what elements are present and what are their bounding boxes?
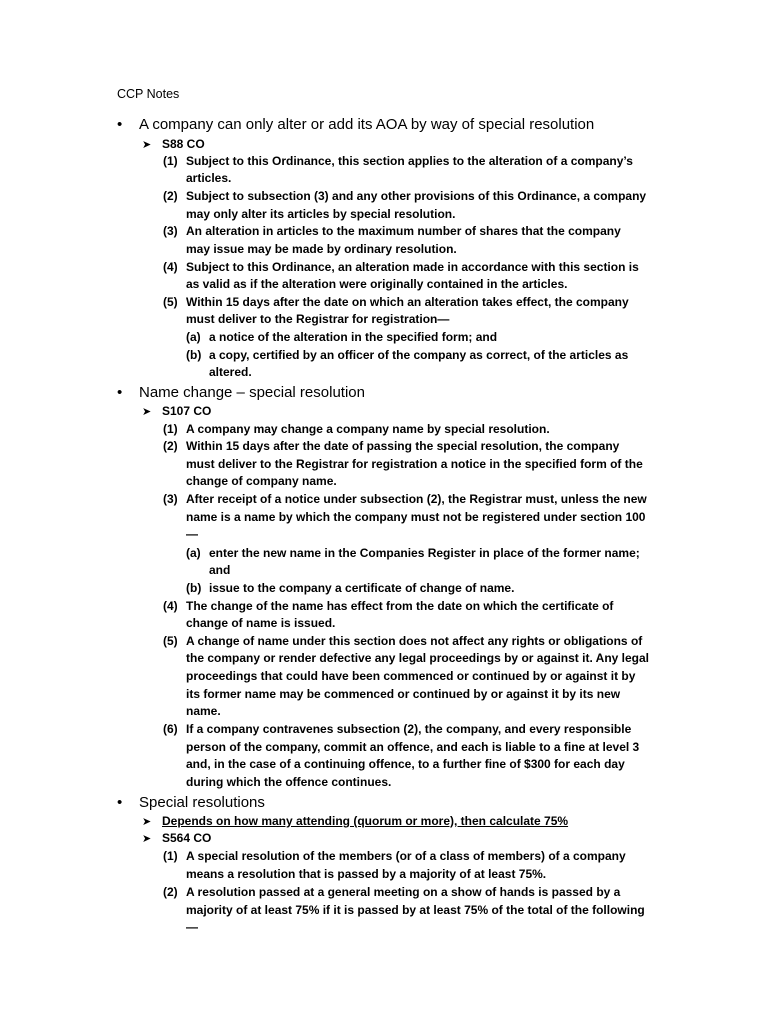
item-line: Subject to subsection (3) and any other provisions of this Ordinance, a company	[186, 189, 647, 203]
item-number: (1)	[163, 422, 178, 436]
note-text: Depends on how many attending (quorum or more), then calculate 75%	[162, 814, 569, 828]
item-line: the company or render defective any legal proceedings by or against it. Any legal	[186, 651, 650, 665]
subitem-line: a notice of the alteration in the specified form; and	[209, 330, 498, 344]
subitem-letter: (b)	[186, 348, 202, 362]
item-line: change of company name.	[186, 474, 337, 488]
item-number: (1)	[163, 154, 178, 168]
item-line: Subject to this Ordinance, this section applies to the alteration of a company’s	[186, 154, 633, 168]
item-line: may only alter its articles by special resolution.	[186, 207, 456, 221]
arrow-icon: ➤	[142, 139, 152, 151]
item-number: (4)	[163, 260, 178, 274]
item-line: majority of at least 75% if it is passed by at least 75% of the total of the following	[186, 903, 645, 917]
item-line: After receipt of a notice under subsection (2), the Registrar must, unless the new	[186, 492, 647, 506]
item-line: person of the company, commit an offence, and each is liable to a fine at level 3	[186, 740, 640, 754]
item-line: proceedings that could have been commenced or continued by or against it by	[186, 669, 636, 683]
item-line: If a company contravenes subsection (2), the company, and every responsible	[186, 722, 632, 736]
item-line: may issue may be made by ordinary resolution.	[186, 242, 457, 256]
doc-title: CCP Notes	[117, 87, 180, 101]
bullet-text: Name change – special resolution	[139, 384, 365, 401]
item-line: Within 15 days after the date of passing the special resolution, the company	[186, 439, 620, 453]
bullet-text: A company can only alter or add its AOA by way of special resolution	[139, 116, 595, 133]
item-number: (5)	[163, 295, 178, 309]
item-line: A change of name under this section does not affect any rights or obligations of	[186, 634, 643, 648]
item-line: its former name may be commenced or continued by or against it by its new	[186, 687, 621, 701]
item-line: A special resolution of the members (or of a class of members) of a company	[186, 849, 626, 863]
item-number: (2)	[163, 439, 178, 453]
item-number: (1)	[163, 849, 178, 863]
subitem-line: altered.	[209, 365, 252, 379]
subitem-line: a copy, certified by an officer of the company as correct, of the articles as	[209, 348, 629, 362]
ref-text: S564 CO	[162, 831, 212, 845]
item-line: as valid as if the alteration were originally contained in the articles.	[186, 277, 568, 291]
ref-text: S107 CO	[162, 404, 212, 418]
subitem-line: issue to the company a certificate of change of name.	[209, 581, 515, 595]
item-line: name.	[186, 704, 221, 718]
item-line: —	[186, 920, 198, 934]
item-line: must deliver to the Registrar for registration—	[186, 312, 450, 326]
subitem-letter: (a)	[186, 330, 201, 344]
item-number: (4)	[163, 599, 178, 613]
item-line: change of name is issued.	[186, 616, 336, 630]
item-line: must deliver to the Registrar for registration a notice in the specified form of the	[186, 457, 643, 471]
bullet-text: Special resolutions	[139, 794, 265, 811]
item-line: —	[186, 527, 198, 541]
bullet-icon: •	[117, 116, 123, 133]
item-line: articles.	[186, 171, 232, 185]
arrow-icon: ➤	[142, 406, 152, 418]
item-number: (6)	[163, 722, 178, 736]
subitem-line: enter the new name in the Companies Register in place of the former name;	[209, 546, 640, 560]
item-line: name is a name by which the company must not be registered under section 100	[186, 510, 646, 524]
item-line: Within 15 days after the date on which an alteration takes effect, the company	[186, 295, 629, 309]
item-line: A company may change a company name by special resolution.	[186, 422, 550, 436]
item-number: (3)	[163, 224, 178, 238]
item-line: Subject to this Ordinance, an alteration made in accordance with this section is	[186, 260, 639, 274]
arrow-icon: ➤	[142, 816, 152, 828]
item-line: The change of the name has effect from the date on which the certificate of	[186, 599, 614, 613]
item-line: A resolution passed at a general meeting on a show of hands is passed by a	[186, 885, 621, 899]
item-line: and, in the case of a continuing offence, to a further fine of $300 for each day	[186, 757, 625, 771]
subitem-line: and	[209, 563, 231, 577]
bullet-icon: •	[117, 384, 123, 401]
item-number: (2)	[163, 885, 178, 899]
arrow-icon: ➤	[142, 833, 152, 845]
item-line: means a resolution that is passed by a majority of at least 75%.	[186, 867, 547, 881]
ref-text: S88 CO	[162, 137, 205, 151]
item-number: (3)	[163, 492, 178, 506]
subitem-letter: (a)	[186, 546, 201, 560]
item-number: (5)	[163, 634, 178, 648]
item-number: (2)	[163, 189, 178, 203]
subitem-letter: (b)	[186, 581, 202, 595]
bullet-icon: •	[117, 794, 123, 811]
item-line: An alteration in articles to the maximum number of shares that the company	[186, 224, 621, 238]
item-line: during which the offence continues.	[186, 775, 392, 789]
